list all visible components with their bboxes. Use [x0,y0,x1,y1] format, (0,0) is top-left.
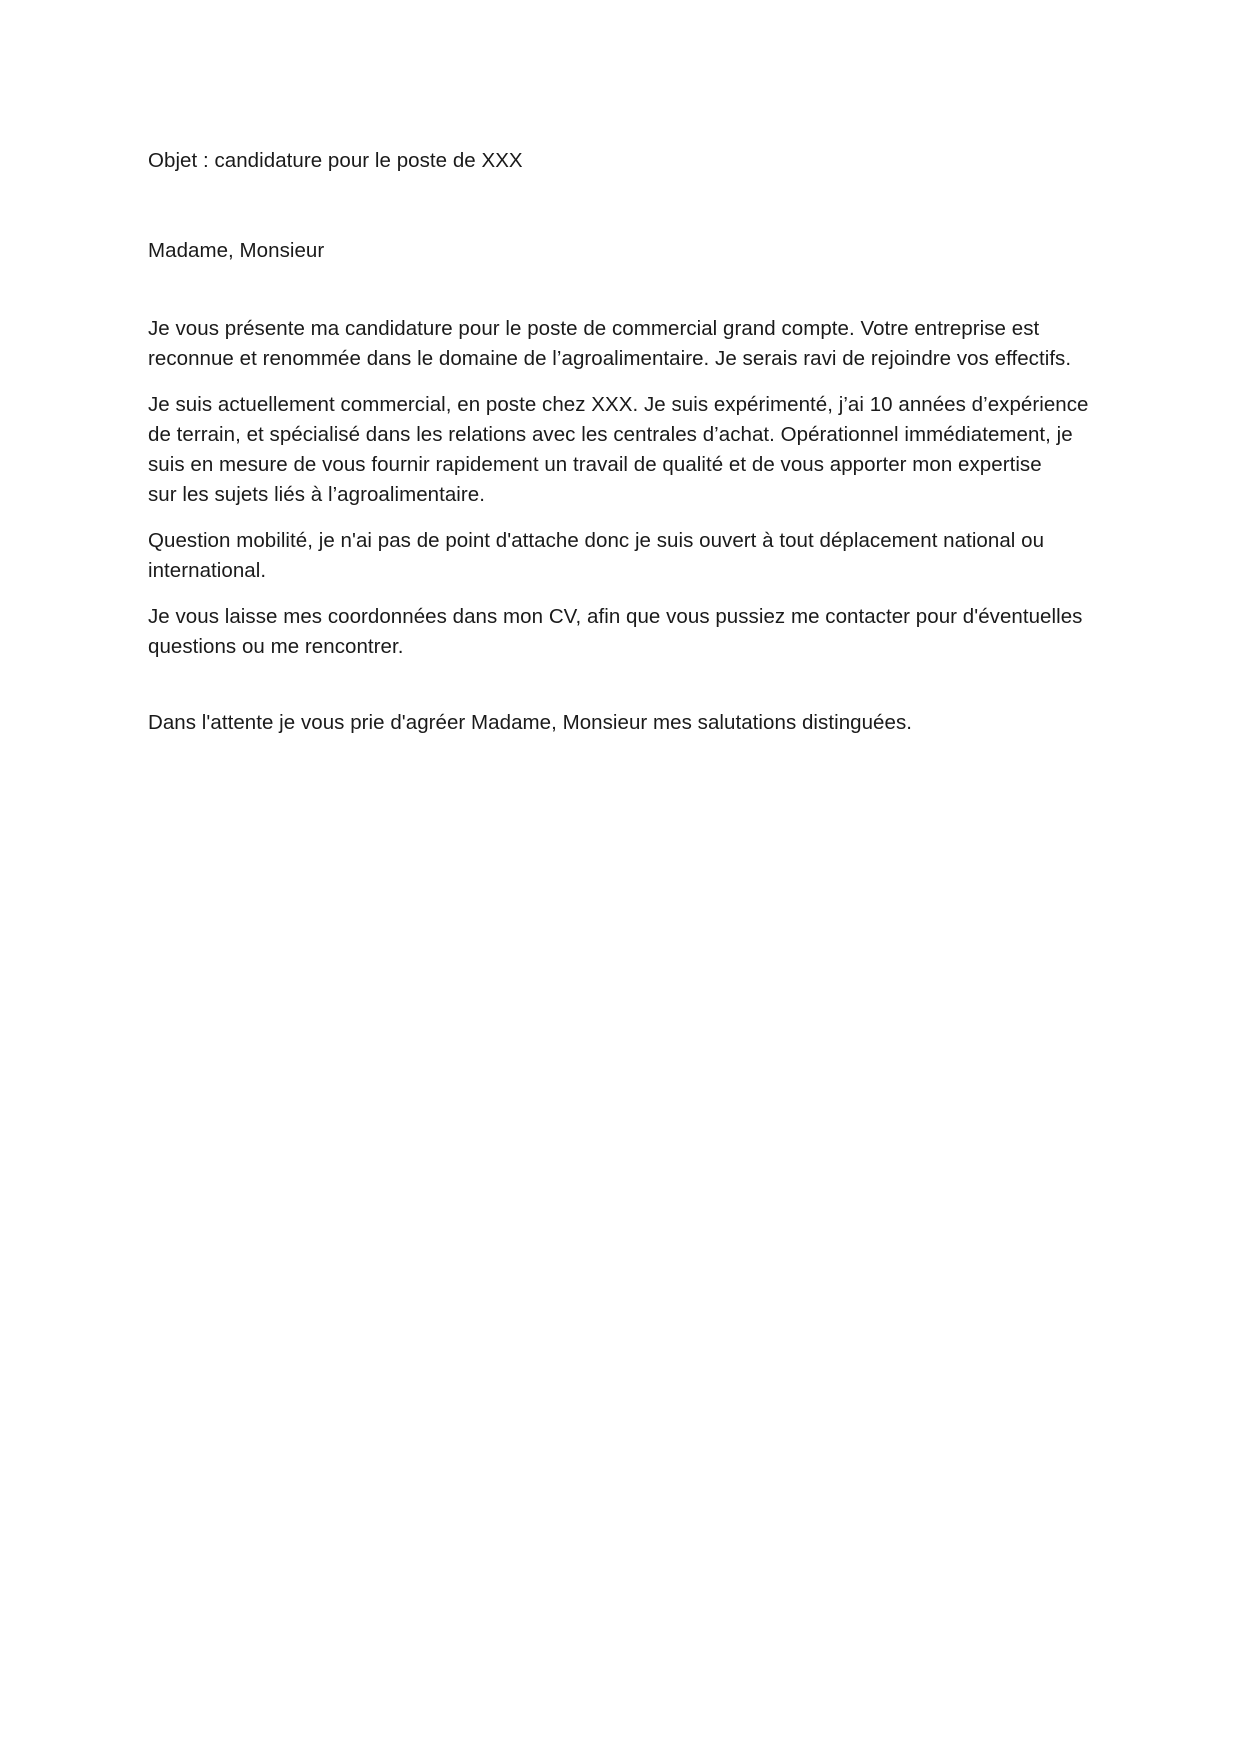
paragraph-mobility [148,526,1098,586]
salutation-line: Madame, Monsieur [148,239,325,262]
paragraph-line: international. [148,559,267,582]
paragraph-contact [148,602,1098,662]
letter-closing [148,708,1098,738]
paragraph-line: Je vous laisse mes coordonnées dans mon CV, afin que vous pussiez me contacter pour d'éventuelles [148,605,1083,628]
paragraph-line: suis en mesure de vous fournir rapidement un travail de qualité et de vous apporter mon expertise [148,453,1042,476]
paragraph-line: reconnue et renommée dans le domaine de l’agroalimentaire. Je serais ravi de rejoindre vos effectifs. [148,347,1072,370]
paragraph-line: Je vous présente ma candidature pour le poste de commercial grand compte. Votre entreprise est [148,317,1040,340]
paragraph-line: de terrain, et spécialisé dans les relations avec les centrales d’achat. Opérationnel immédiatement, je [148,423,1073,446]
paragraph-experience [148,390,1098,510]
letter-salutation [148,236,1098,266]
paragraph-line: questions ou me rencontrer. [148,635,404,658]
subject-line: Objet : candidature pour le poste de XXX [148,149,523,172]
letter-subject [148,146,1098,176]
paragraph-line: Question mobilité, je n'ai pas de point d'attache donc je suis ouvert à tout déplacement national ou [148,529,1045,552]
cover-letter [148,146,1098,738]
closing-line: Dans l'attente je vous prie d'agréer Madame, Monsieur mes salutations distinguées. [148,711,912,734]
paragraph-introduction [148,314,1098,374]
paragraph-line: sur les sujets liés à l’agroalimentaire. [148,483,485,506]
paragraph-line: Je suis actuellement commercial, en poste chez XXX. Je suis expérimenté, j’ai 10 années d’expérience [148,393,1089,416]
